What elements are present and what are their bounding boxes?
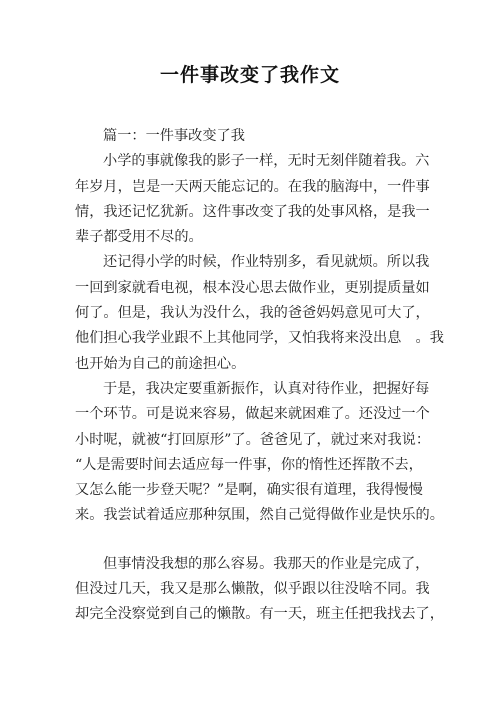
text-line: 他们担心我学业跟不上其他同学，又怕我将来没出息 。我 (75, 330, 444, 347)
text-line: 还记得小学的时候，作业特别多，看见就烦。所以我 (103, 254, 430, 271)
text-line: 但没过几天，我又是那么懒散，似乎跟以往没啥不同。我 (75, 581, 430, 598)
text-line: 小时呢，就被“打回原形”了。爸爸见了，就过来对我说： (75, 431, 431, 448)
text-line: 何了。但是，我认为没什么，我的爸爸妈妈意见可大了， (75, 305, 430, 322)
text-line: 篇一：一件事改变了我 (103, 128, 245, 144)
text-line: 一个环节。可是说来容易，做起来就困难了。还没过一个 (75, 406, 430, 423)
section-heading (75, 124, 425, 149)
paragraph (75, 377, 444, 529)
text-line: “人是需要时间去适应每一件事，你的惰性还挥散不去， (75, 456, 423, 473)
text-line: 辈子都受用不尽的。 (75, 229, 203, 246)
paragraph (75, 250, 444, 376)
text-line: 于是，我决定要重新振作，认真对待作业，把握好每 (103, 380, 430, 397)
document-body (75, 124, 444, 628)
paragraph-gap (75, 529, 425, 552)
text-line: 小学的事就像我的影子一样，无时无刻伴随着我。六 (103, 153, 430, 170)
text-line: 又怎么能一步登天呢？”是啊，确实很有道理，我得慢慢 (75, 482, 423, 499)
text-line: 情，我还记忆犹新。这件事改变了我的处事风格，是我一 (75, 203, 430, 220)
text-line: 一回到家就看电视，根本没心思去做作业，更别提质量如 (75, 279, 430, 296)
paragraph (75, 149, 430, 250)
text-line: 来。我尝试着适应那种氛围，然自己觉得做作业是快乐的。 (75, 507, 444, 524)
text-line: 也开始为自己的前途担心。 (75, 355, 246, 372)
document-title: 一件事改变了我作文 (159, 64, 340, 86)
paragraph (75, 552, 444, 628)
text-line: 年岁月，岂是一天两天能忘记的。在我的脑海中，一件事 (75, 178, 430, 195)
text-line: 但事情没我想的那么容易。我那天的作业是完成了， (103, 555, 430, 572)
text-line: 却完全没察觉到自己的懒散。有一天，班主任把我找去了， (75, 606, 444, 623)
